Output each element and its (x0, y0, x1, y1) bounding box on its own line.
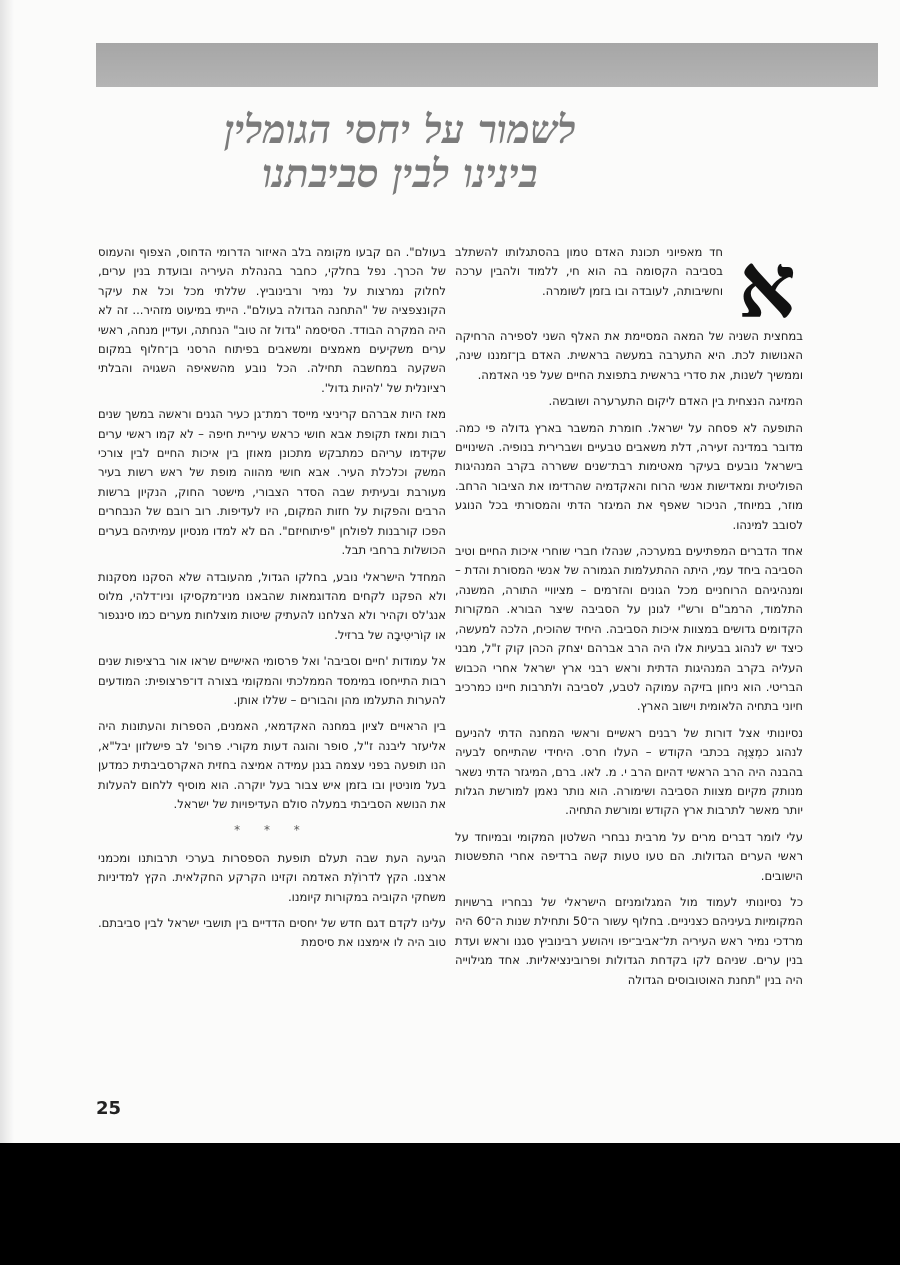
article-title (180, 108, 620, 196)
body-paragraph: המזיגה הנצחית בין האדם ליקום התערערה ושובשה. (548, 394, 803, 409)
body-paragraph: אל עמודות 'חיים וסביבה' ואל פרסומי האישיים שראו אור ברציפות שנים רבות התייחסו במימסד הממלכתי והמקומי בצורה דו־פרצופית: המודעים להערות התעלמו מהן והבורים – שללו אותן. (98, 654, 446, 707)
body-paragraph: עלי לומר דברים מרים על מרבית נבחרי השלטון המקומי ובמיוחד על ראשי הערים הגדולות. הם טעו טעות קשה ברדיפה אחרי התפשטות הישובים. (455, 829, 803, 883)
body-paragraph: נסיונותי אצל דורות של רבנים ראשיים וראשי המחנה הדתי להניעם לנהוג כמְצֻוֶּה בכתבי הקודש – העלו חרס. היחידי שהתייחס לבעיה בהבנה היה הרב הראשי דהיום הרב י. מ. לאו. ברם, המיגזר הדתי נשאר מנותק מקיום מצוות הסביבה ושימורה. הוא נותר נאמן למורשת הגלות יותר מאשר לתרבות ארץ הקודש ומורשת התחיה. (455, 725, 803, 818)
body-paragraph: אחד הדברים המפתיעים במערכה, שנהלו חברי שוחרי איכות החיים וטיב הסביבה ביחד עמי, היתה ההתעלמות הגמורה של אנשי המסורת והדת – ומנהיגיהם הרוחניים מכל הגונים והזרמים – מציוויי התורה, המשנה, התלמוד, הרמב"ם ורש"י לגונן על הסביבה שיצר הבורא. המקורות הקדומים גדושים במצוות איכות הסביבה. היחיד שהוכיח, הלכה למעשה, כיצד יש לנהוג בבעיות אלו היה הרב אברהם יצחק הכהן קוק ז"ל, מבני העליה בקרב המנהיגות הדתית וראש רבני ארץ ישראל אחרי הכבוש הבריטי. הוא ניחון בזיקה עמוקה לטבע, לסביבה ולתרבות חיינו כמרכיב חיוני בתחיה הלאומית וישוב הארץ. (455, 544, 803, 714)
body-paragraph: עלינו לקדם דגם חדש של יחסים הדדיים בין תושבי ישראל לבין סביבתם. טוב היה לו אימצנו את סיסמת (98, 916, 446, 950)
body-paragraph: התופעה לא פסחה על ישראל. חומרת המשבר בארץ גדולה פי כמה. מדובר במדינה זעירה, דלת משאבים טבעיים ושברירית בנופיה. השינויים בישראל נובעים בעיקר מאטימות רבת־שנים ששררה בקרב המנהיגות הפוליטית ומאדישות אנשי הרוח והאקדמיה שהרדימו את הציבור הרחב. מוזר, במיוחד, הניכור שאפף את המיגזר הדתי והמסורתי בכל הנוגע לסובב למינהו. (455, 420, 803, 532)
body-paragraph: המחדל הישראלי נובע, בחלקו הגדול, מהעובדה שלא הסקנו מסקנות ולא הפקנו לקחים מהדוגמאות שהבאנו מניו־מקסיקו וניו־דלהי, מלוס אנג'לס וקהיר ולא הצלחנו להעתיק שיטות מוצלחות מערים כמו סינגפור או קוֹריטִיבָה של ברזיל. (98, 569, 446, 642)
title-line-1: לשמור על יחסי הגומלין (224, 107, 576, 153)
body-paragraph: בעולם". הם קבעו מקומה בלב האיזור הדרומי הדחוס, הצפוף והעמוס של הכרך. נפל בחלקי, כחבר בהנהלת העיריה ובועדת בנין ערים, לחלוק נמרצות על נמיר ורבינוביץ. שללתי מכל וכל את עיקר הקונצפציה של "התחנה הגדולה בעולם". הייתי במיעוט מזהיר... זה לא היה המקרה הבודד. הסיסמה "גדול זה טוב" הנחתה, ועדיין מנחה, ראשי ערים משקיעים מאמצים ומשאבים בפיתוח הרסני בן־חלוף במקום השקעה במחשבה תחילה. הכל נובע מהשאיפה השגויה והבלתי רציונלית של 'להיות גדול'. (98, 245, 446, 395)
body-paragraph: במחצית השניה של המאה המסיימת את האלף השני לספירה הרחיקה האנושות לכת. היא התערבה במעשה בראשית. האדם בן־זמננו שינה, וממשיך לשנות, את סדרי בראשית בתפוצת החיים שעל פני האדמה. (455, 329, 803, 382)
left-column (98, 243, 446, 960)
header-band (96, 43, 878, 87)
page-edge-shadow (0, 0, 14, 1143)
drop-cap: א (738, 243, 796, 327)
lead-paragraph-block (455, 243, 803, 327)
body-paragraph: כל נסיונותי לעמוד מול המגלומניזם הישראלי של נבחריו ברשויות המקומיות בעיניהם כצניניים. בחלוף עשור ה־50 ותחילת שנות ה־60 היה מרדכי נמיר ראש העיריה תל־אביב־יפו ויהושע רבינוביץ סגנו וראש ועדת בנין ערים. שניהם לקו בקדחת הגדולות ופרובינציאליות. אחד מגילוייה היה בנין "תחנת האוטובוסים הגדולה (455, 894, 803, 987)
page-number: 25 (96, 1098, 122, 1119)
lead-paragraph: חד מאפיוני תכונת האדם טמון בהסתגלותו להשתלב בסביבה הקסומה בה הוא חי, ללמוד ולהבין ערכה וחשיבותה, לעובדה ובו בזמן לשומרה. (455, 245, 723, 298)
section-separator: * * * (234, 823, 310, 838)
title-line-2: בינינו לבין סביבתנו (262, 151, 538, 197)
body-paragraph: מאז היות אברהם קריניצי מייסד רמת־גן כעיר הגנים וראשה במשך שנים רבות ומאז תקופת אבא חושי כראש עיריית חיפה – לא קמו ראשי ערים שקידמו עריהם כמתבקש מתכונן מאוזן בין איכות החיים לבין צורכי המשק וכלכלת העיר. אבא חושי מהווה מופת של ראש רשות בעיר מעורבת ובעיתית שבה הסדר הצבורי, מישטר החוק, הנקיון ברשות הרבים והפקות על חזות המקום, היו לעדיפות. רוב רובם של הנבחרים הפכו קורבנות לפולחן "פיתוחיזם". הם לא למדו מנסיון עמיתיהם בערים הכושלות ברחבי תבל. (98, 407, 446, 558)
body-paragraph: בין הראויים לציון במחנה האקדמאי, האמנים, הספרות והעתונות היה אליעזר ליבנה ז"ל, סופר והוגה דעות מקורי. פרופ' לב פישלזון יבל"א, הנו תופעה בפני עצמה בגנן עמידה אמיצה בחזית האקרסביבתית כמדען בעל מוניטין ובו בזמן איש צבור בעל יוקרה. הוא מוסיף ללחום להעלות את הנושא הסביבתי במעלה סולם העדיפויות של ישראל. (98, 719, 446, 811)
body-paragraph: הגיעה העת שבה תעלם תופעת הספסרות בערכי תרבותנו ומכמני ארצנו. הקץ לדרוֹלְת האדמה וקזינו הקרקע החקלאית. הקץ למדיניות משחקי הקוביה במקורות קיומנו. (98, 850, 446, 904)
right-column (455, 243, 803, 997)
